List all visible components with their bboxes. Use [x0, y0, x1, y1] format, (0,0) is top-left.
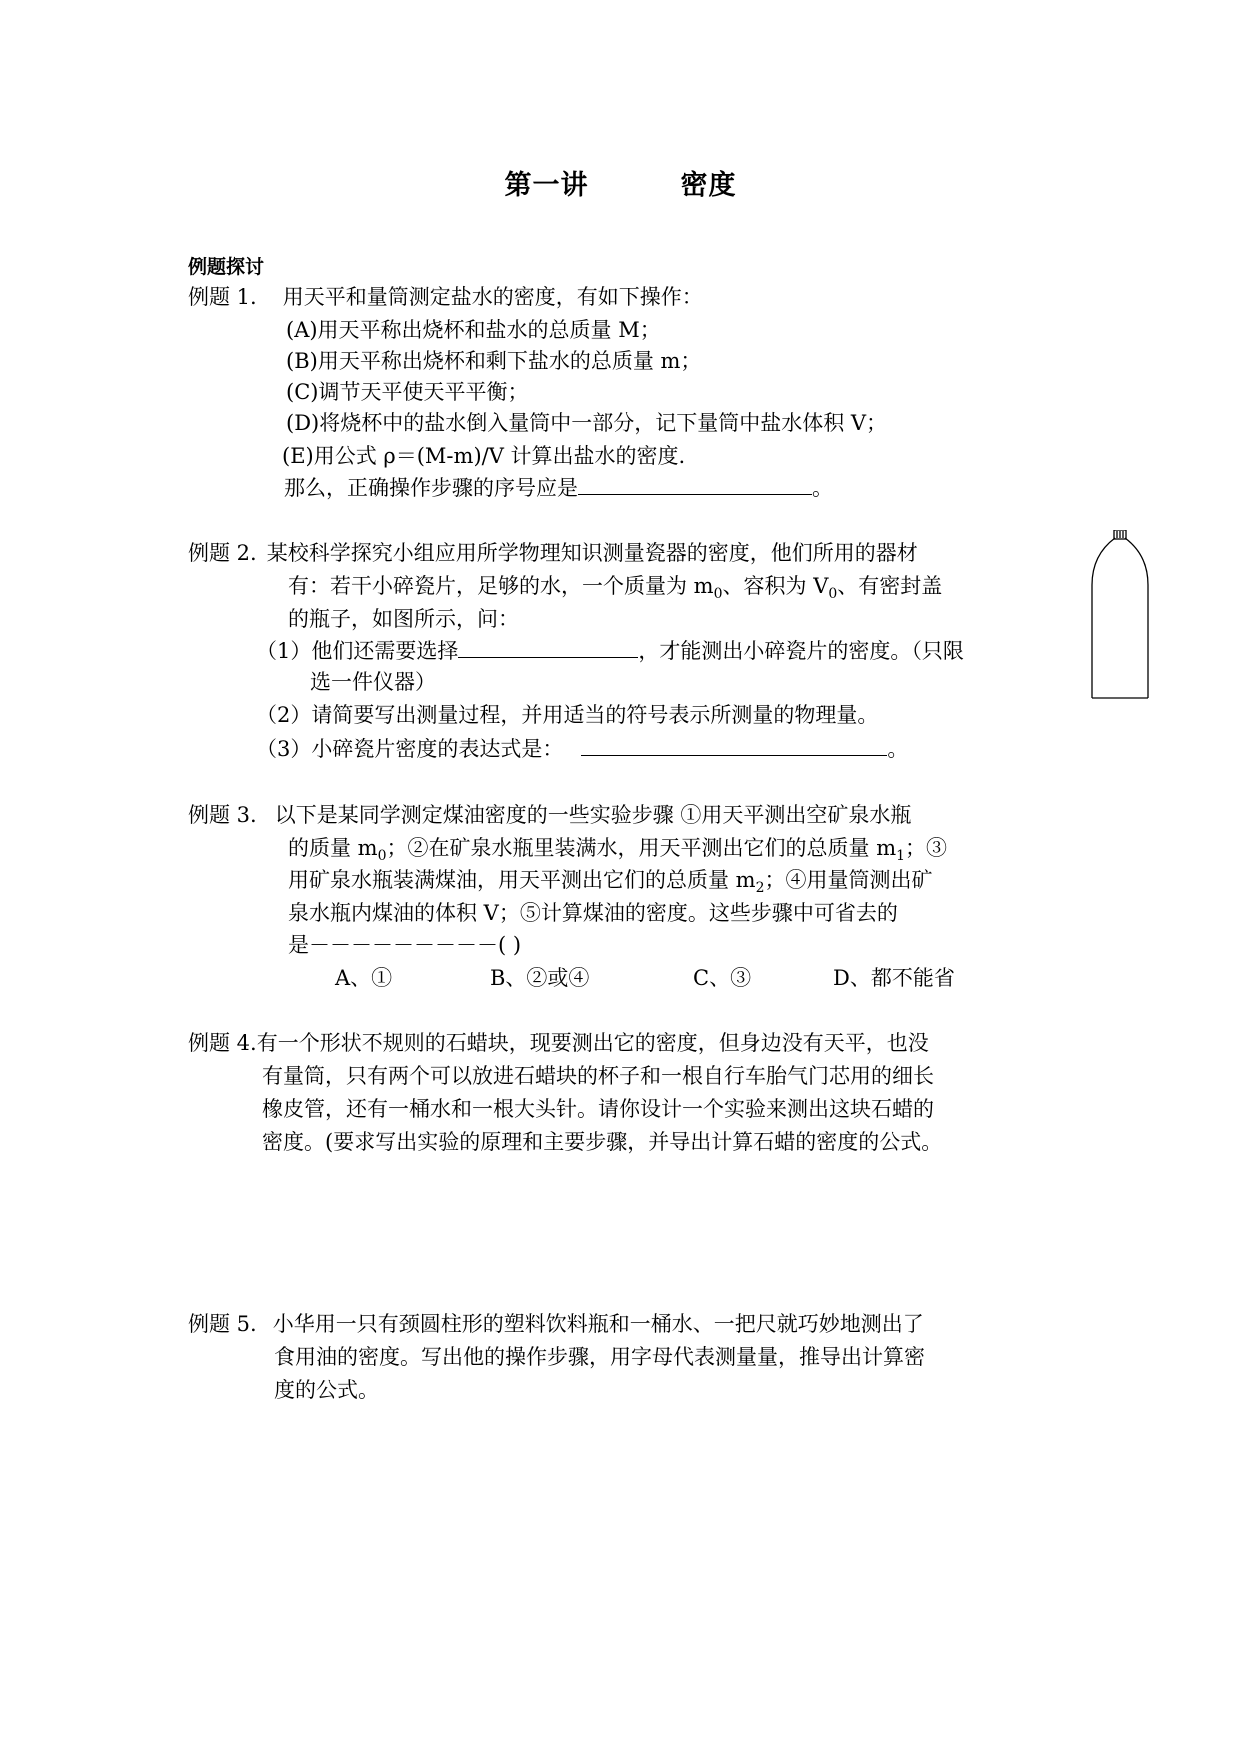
ex1-step-a: (A)用天平称出烧杯和盐水的总质量 M； — [286, 318, 661, 342]
ex3-line-2 — [288, 833, 947, 863]
ex2-q3-end: 。 — [887, 737, 909, 761]
ex3-option-b: B、②或④ — [490, 966, 590, 990]
subscript: 1 — [896, 848, 906, 865]
ex2-q1-cont: 选一件仪器） — [310, 670, 436, 694]
ex2-q3-text: （3）小碎瓷片密度的表达式是： — [256, 737, 564, 761]
ex1-question-end: 。 — [812, 476, 833, 500]
ex1-question-text: 那么，正确操作步骤的序号应是 — [284, 476, 578, 500]
answer-blank[interactable] — [578, 472, 812, 495]
ex3-line-5: 是－－－－－－－－－( ) — [288, 933, 522, 957]
ex1-step-d: (D)将烧杯中的盐水倒入量筒中一部分，记下量筒中盐水体积 V； — [286, 411, 888, 435]
ex4-line-2: 有量筒，只有两个可以放进石蜡块的杯子和一根自行车胎气门芯用的细长 — [262, 1064, 934, 1088]
ex1-lead: 例题 1. — [188, 285, 257, 309]
ex5-text-1: 小华用一只有颈圆柱形的塑料饮料瓶和一桶水、一把尺就巧妙地测出了 — [272, 1312, 924, 1336]
ex1-step-e: (E)用公式 ρ＝(M-m)/V 计算出盐水的密度. — [282, 444, 686, 468]
ex2-lead: 例题 2. — [188, 541, 257, 565]
ex5-line-2: 食用油的密度。写出他的操作步骤，用字母代表测量量，推导出计算密 — [274, 1345, 925, 1369]
ex5-line-3: 度的公式。 — [274, 1378, 379, 1402]
ex3-line-1 — [188, 800, 911, 830]
bottle-figure — [1090, 530, 1190, 700]
ex3-text-2b: ；②在矿泉水瓶里装满水，用天平测出它们的总质量 m — [386, 836, 897, 860]
ex3-line-4: 泉水瓶内煤油的体积 V；⑤计算煤油的密度。这些步骤中可省去的 — [288, 901, 898, 925]
subscript: 0 — [713, 586, 723, 603]
ex3-text-2c: ；③ — [905, 836, 948, 860]
ex3-option-c: C、③ — [693, 966, 752, 990]
section-label: 例题探讨 — [188, 256, 265, 278]
ex3-text-2a: 的质量 m — [288, 836, 378, 860]
subscript: 2 — [755, 880, 765, 897]
ex2-q1-text: （1）他们还需要选择 — [256, 639, 459, 663]
ex2-text-2b: 、容积为 V — [722, 574, 829, 598]
ex3-option-a: A、① — [335, 966, 393, 990]
ex2-q1-text-b: ，才能测出小碎瓷片的密度。（只限 — [638, 639, 964, 663]
ex3-text-1: 以下是某同学测定煤油密度的一些实验步骤 ①用天平测出空矿泉水瓶 — [274, 803, 912, 827]
answer-blank[interactable] — [581, 733, 887, 756]
ex3-text-3a: 用矿泉水瓶装满煤油，用天平测出它们的总质量 m — [288, 868, 756, 892]
ex1-stem: 用天平和量筒测定盐水的密度，有如下操作： — [282, 285, 703, 309]
ex5-line-1 — [188, 1309, 924, 1339]
ex2-q1-line — [256, 635, 964, 666]
title-part-2: 密度 — [680, 170, 737, 201]
ex1-stem-line — [188, 282, 703, 312]
ex1-step-b: (B)用天平称出烧杯和剩下盐水的总质量 m； — [286, 349, 702, 373]
ex2-text-1: 某校科学探究小组应用所学物理知识测量瓷器的密度，他们所用的器材 — [266, 541, 918, 565]
ex2-line-2 — [288, 571, 942, 601]
ex4-line-3: 橡皮管，还有一桶水和一根大头针。请你设计一个实验来测出这块石蜡的 — [262, 1097, 934, 1121]
ex2-text-2a: 有：若干小碎瓷片，足够的水，一个质量为 m — [288, 574, 714, 598]
ex2-line-1 — [188, 538, 918, 568]
ex2-line-3: 的瓶子，如图所示，问： — [288, 607, 519, 631]
ex5-lead: 例题 5. — [188, 1312, 257, 1336]
ex3-line-3 — [288, 865, 933, 895]
ex1-question — [284, 472, 833, 503]
ex2-q2: （2）请简要写出测量过程，并用适当的符号表示所测量的物理量。 — [256, 703, 879, 727]
ex2-q3-line — [256, 733, 908, 764]
ex4-line-1: 例题 4.有一个形状不规则的石蜡块，现要测出它的密度，但身边没有天平，也没 — [188, 1031, 929, 1055]
ex1-step-c: (C)调节天平使天平平衡； — [286, 380, 529, 404]
title-part-1: 第一讲 — [504, 170, 589, 201]
ex2-text-2c: 、有密封盖 — [837, 574, 943, 598]
ex3-option-d: D、都不能省 — [833, 966, 955, 990]
subscript: 0 — [377, 848, 387, 865]
page-title — [0, 163, 1241, 202]
ex4-line-4: 密度。(要求写出实验的原理和主要步骤，并导出计算石蜡的密度的公式。 — [262, 1130, 943, 1154]
ex3-text-3b: ；④用量筒测出矿 — [764, 868, 933, 892]
answer-blank[interactable] — [458, 635, 638, 658]
ex3-lead: 例题 3. — [188, 803, 257, 827]
subscript: 0 — [828, 586, 838, 603]
